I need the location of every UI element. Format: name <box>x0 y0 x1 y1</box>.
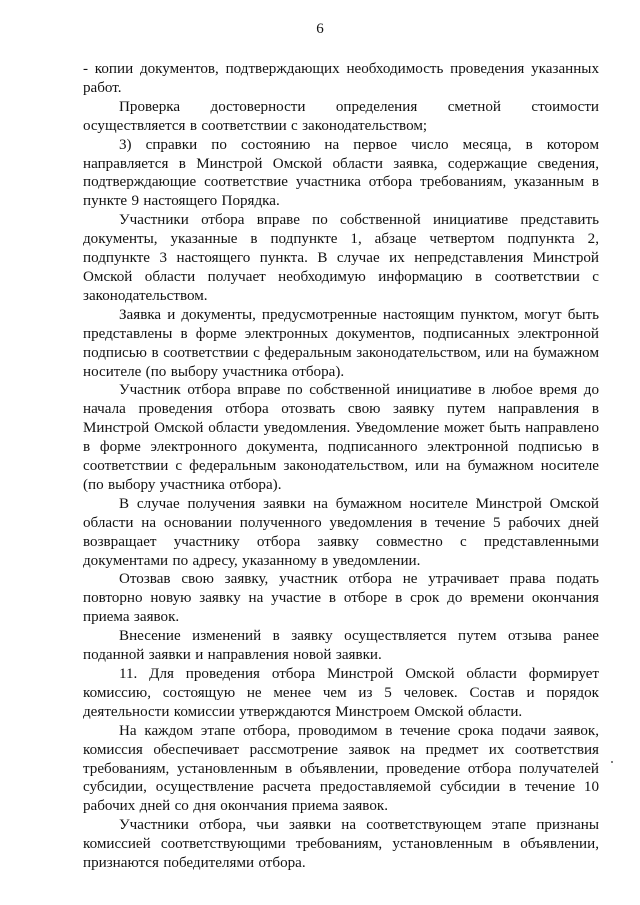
paragraph-own-initiative-documents: Участники отбора вправе по собственной инициативе представить документы, указанные в подпункте 1, абзаце четвертом подпункта 2, подпункте 3 настоящего пункта. В случае их непредставления Минстрой Омской области получает необходимую информацию в соответствии с законодательством. <box>83 212 599 304</box>
paragraph-commission-formation: 11. Для проведения отбора Минстрой Омской области формирует комиссию, состоящую не менее чем из 5 человек. Состав и порядок деятельности комиссии утверждаются Минстроем Омской области. <box>83 666 599 720</box>
paragraph-resubmission: Отозвав свою заявку, участник отбора не утрачивает права подать повторно новую заявку на участие в отборе в срок до времени окончания приема заявок. <box>83 571 599 626</box>
paragraph-cost-verification: Проверка достоверности определения сметной стоимости осуществляется в соответствии с законодательством; <box>83 98 599 134</box>
page-number: 6 <box>316 21 324 37</box>
document-body <box>83 60 599 873</box>
paragraph-paper-return: В случае получения заявки на бумажном носителе Минстрой Омской области на основании полученного уведомления в течение 5 рабочих дней возвращает участнику отбора заявку совместно с представленными документами по адресу, указанному в уведомлении. <box>83 495 599 569</box>
paragraph-documents-copies: - копии документов, подтверждающих необходимость проведения указанных работ. <box>83 61 599 96</box>
scan-speck <box>611 761 613 763</box>
paragraph-withdrawal-right: Участник отбора вправе по собственной инициативе в любое время до начала проведения отбора отозвать свою заявку путем направления в Минстрой Омской области уведомления. Уведомление может быть направлено в форме электронного документа, подписанного электронной подписью в соответствии с федеральным законодательством, или на бумажном носителе (по выбору участника отбора). <box>83 382 599 493</box>
paragraph-commission-review: На каждом этапе отбора, проводимом в течение срока подачи заявок, комиссия обеспечивает рассмотрение заявок на предмет их соответствия требованиям, установленным в объявлении, проведение отбора получателей субсидии, осуществление расчета предоставляемой субсидии в течение 10 рабочих дней со дня окончания приема заявок. <box>83 722 599 815</box>
paragraph-amendments: Внесение изменений в заявку осуществляется путем отзыва ранее поданной заявки и направления новой заявки. <box>83 628 599 664</box>
paragraph-electronic-form: Заявка и документы, предусмотренные настоящим пунктом, могут быть представлены в форме электронных документов, подписанных электронной подписью в соответствии с федеральным законодательством, или на бумажном носителе (по выбору участника отбора). <box>83 306 599 380</box>
paragraph-winners: Участники отбора, чьи заявки на соответствующем этапе признаны комиссией соответствующими требованиям, установленным в объявлении, признаются победителями отбора. <box>83 817 599 872</box>
paragraph-certificates: 3) справки по состоянию на первое число месяца, в котором направляется в Минстрой Омской области заявка, содержащие сведения, подтверждающие соответствие участника отбора требованиям, указанным в пункте 9 настоящего Порядка. <box>83 136 599 210</box>
